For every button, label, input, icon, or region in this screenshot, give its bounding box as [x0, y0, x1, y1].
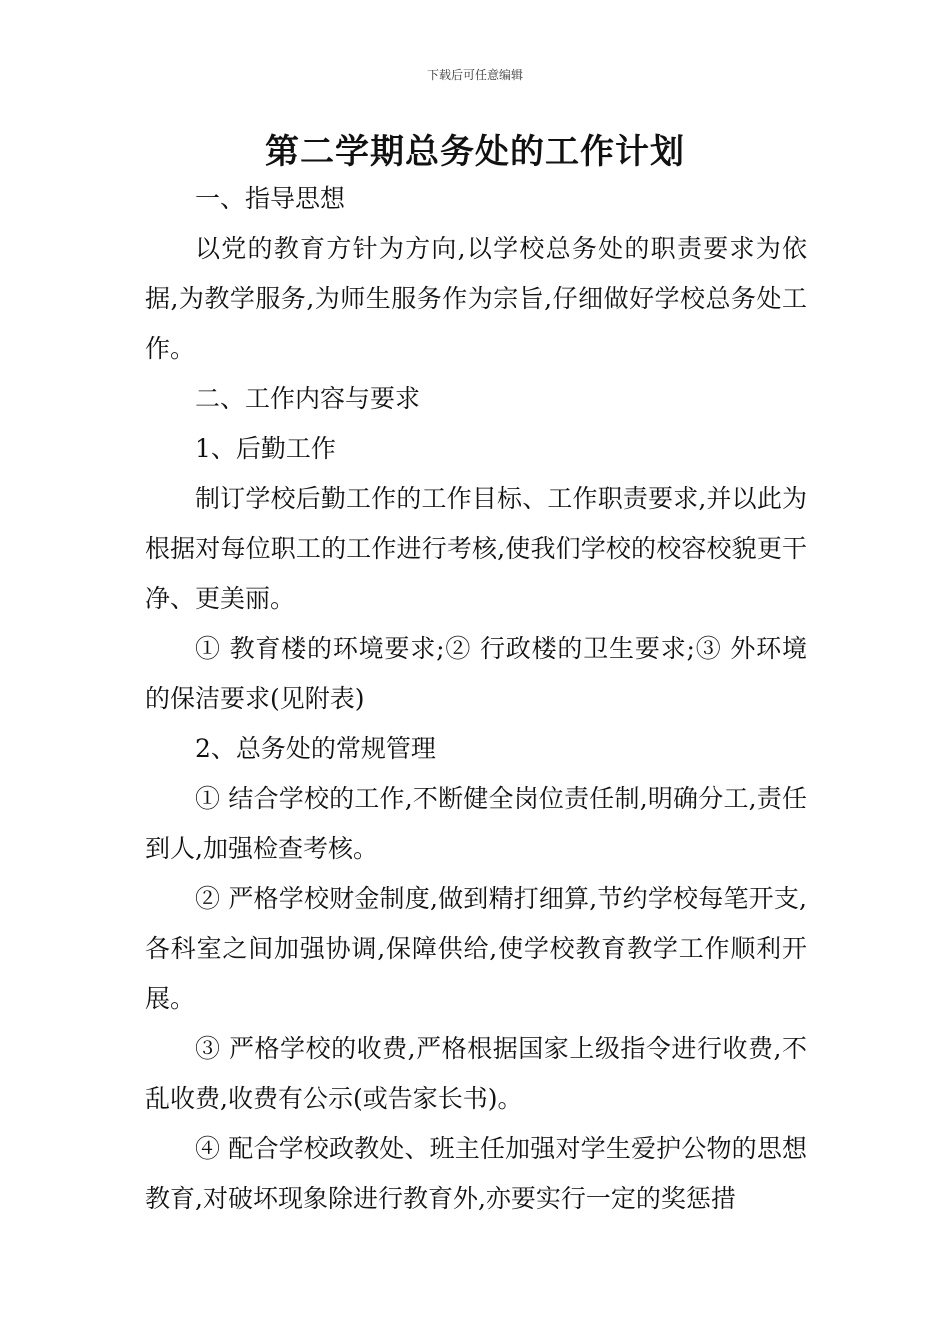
list-item-public-property: ④ 配合学校政教处、班主任加强对学生爱护公物的思想教育,对破坏现象除进行教育外,亦要实行一定的奖惩措	[145, 1134, 807, 1213]
document-body	[145, 174, 807, 1224]
section-heading-work-content: 二、工作内容与要求	[195, 384, 421, 413]
list-item-responsibility: ① 结合学校的工作,不断健全岗位责任制,明确分工,责任到人,加强检查考核。	[145, 784, 807, 863]
list-item-finance: ② 严格学校财金制度,做到精打细算,节约学校每笔开支,各科室之间加强协调,保障供给,使学校教育教学工作顺利开展。	[145, 884, 807, 1013]
paragraph-logistics: 制订学校后勤工作的工作目标、工作职责要求,并以此为根据对每位职工的工作进行考核,使我们学校的校容校貌更干净、更美丽。	[145, 484, 807, 613]
subsection-heading-routine-management: 2、总务处的常规管理	[195, 734, 436, 763]
page-header-note: 下载后可任意编辑	[426, 68, 523, 82]
paragraph-environment-requirements: ① 教育楼的环境要求;② 行政楼的卫生要求;③ 外环境的保洁要求(见附表)	[145, 634, 807, 713]
section-heading-guiding-thought: 一、指导思想	[195, 184, 346, 213]
subsection-heading-logistics: 1、后勤工作	[195, 434, 336, 463]
paragraph-guiding-thought: 以党的教育方针为方向,以学校总务处的职责要求为依据,为教学服务,为师生服务作为宗旨,仔细做好学校总务处工作。	[145, 234, 807, 363]
list-item-fees: ③ 严格学校的收费,严格根据国家上级指令进行收费,不乱收费,收费有公示(或告家长书)。	[145, 1034, 807, 1113]
document-title: 第二学期总务处的工作计划	[265, 132, 685, 172]
